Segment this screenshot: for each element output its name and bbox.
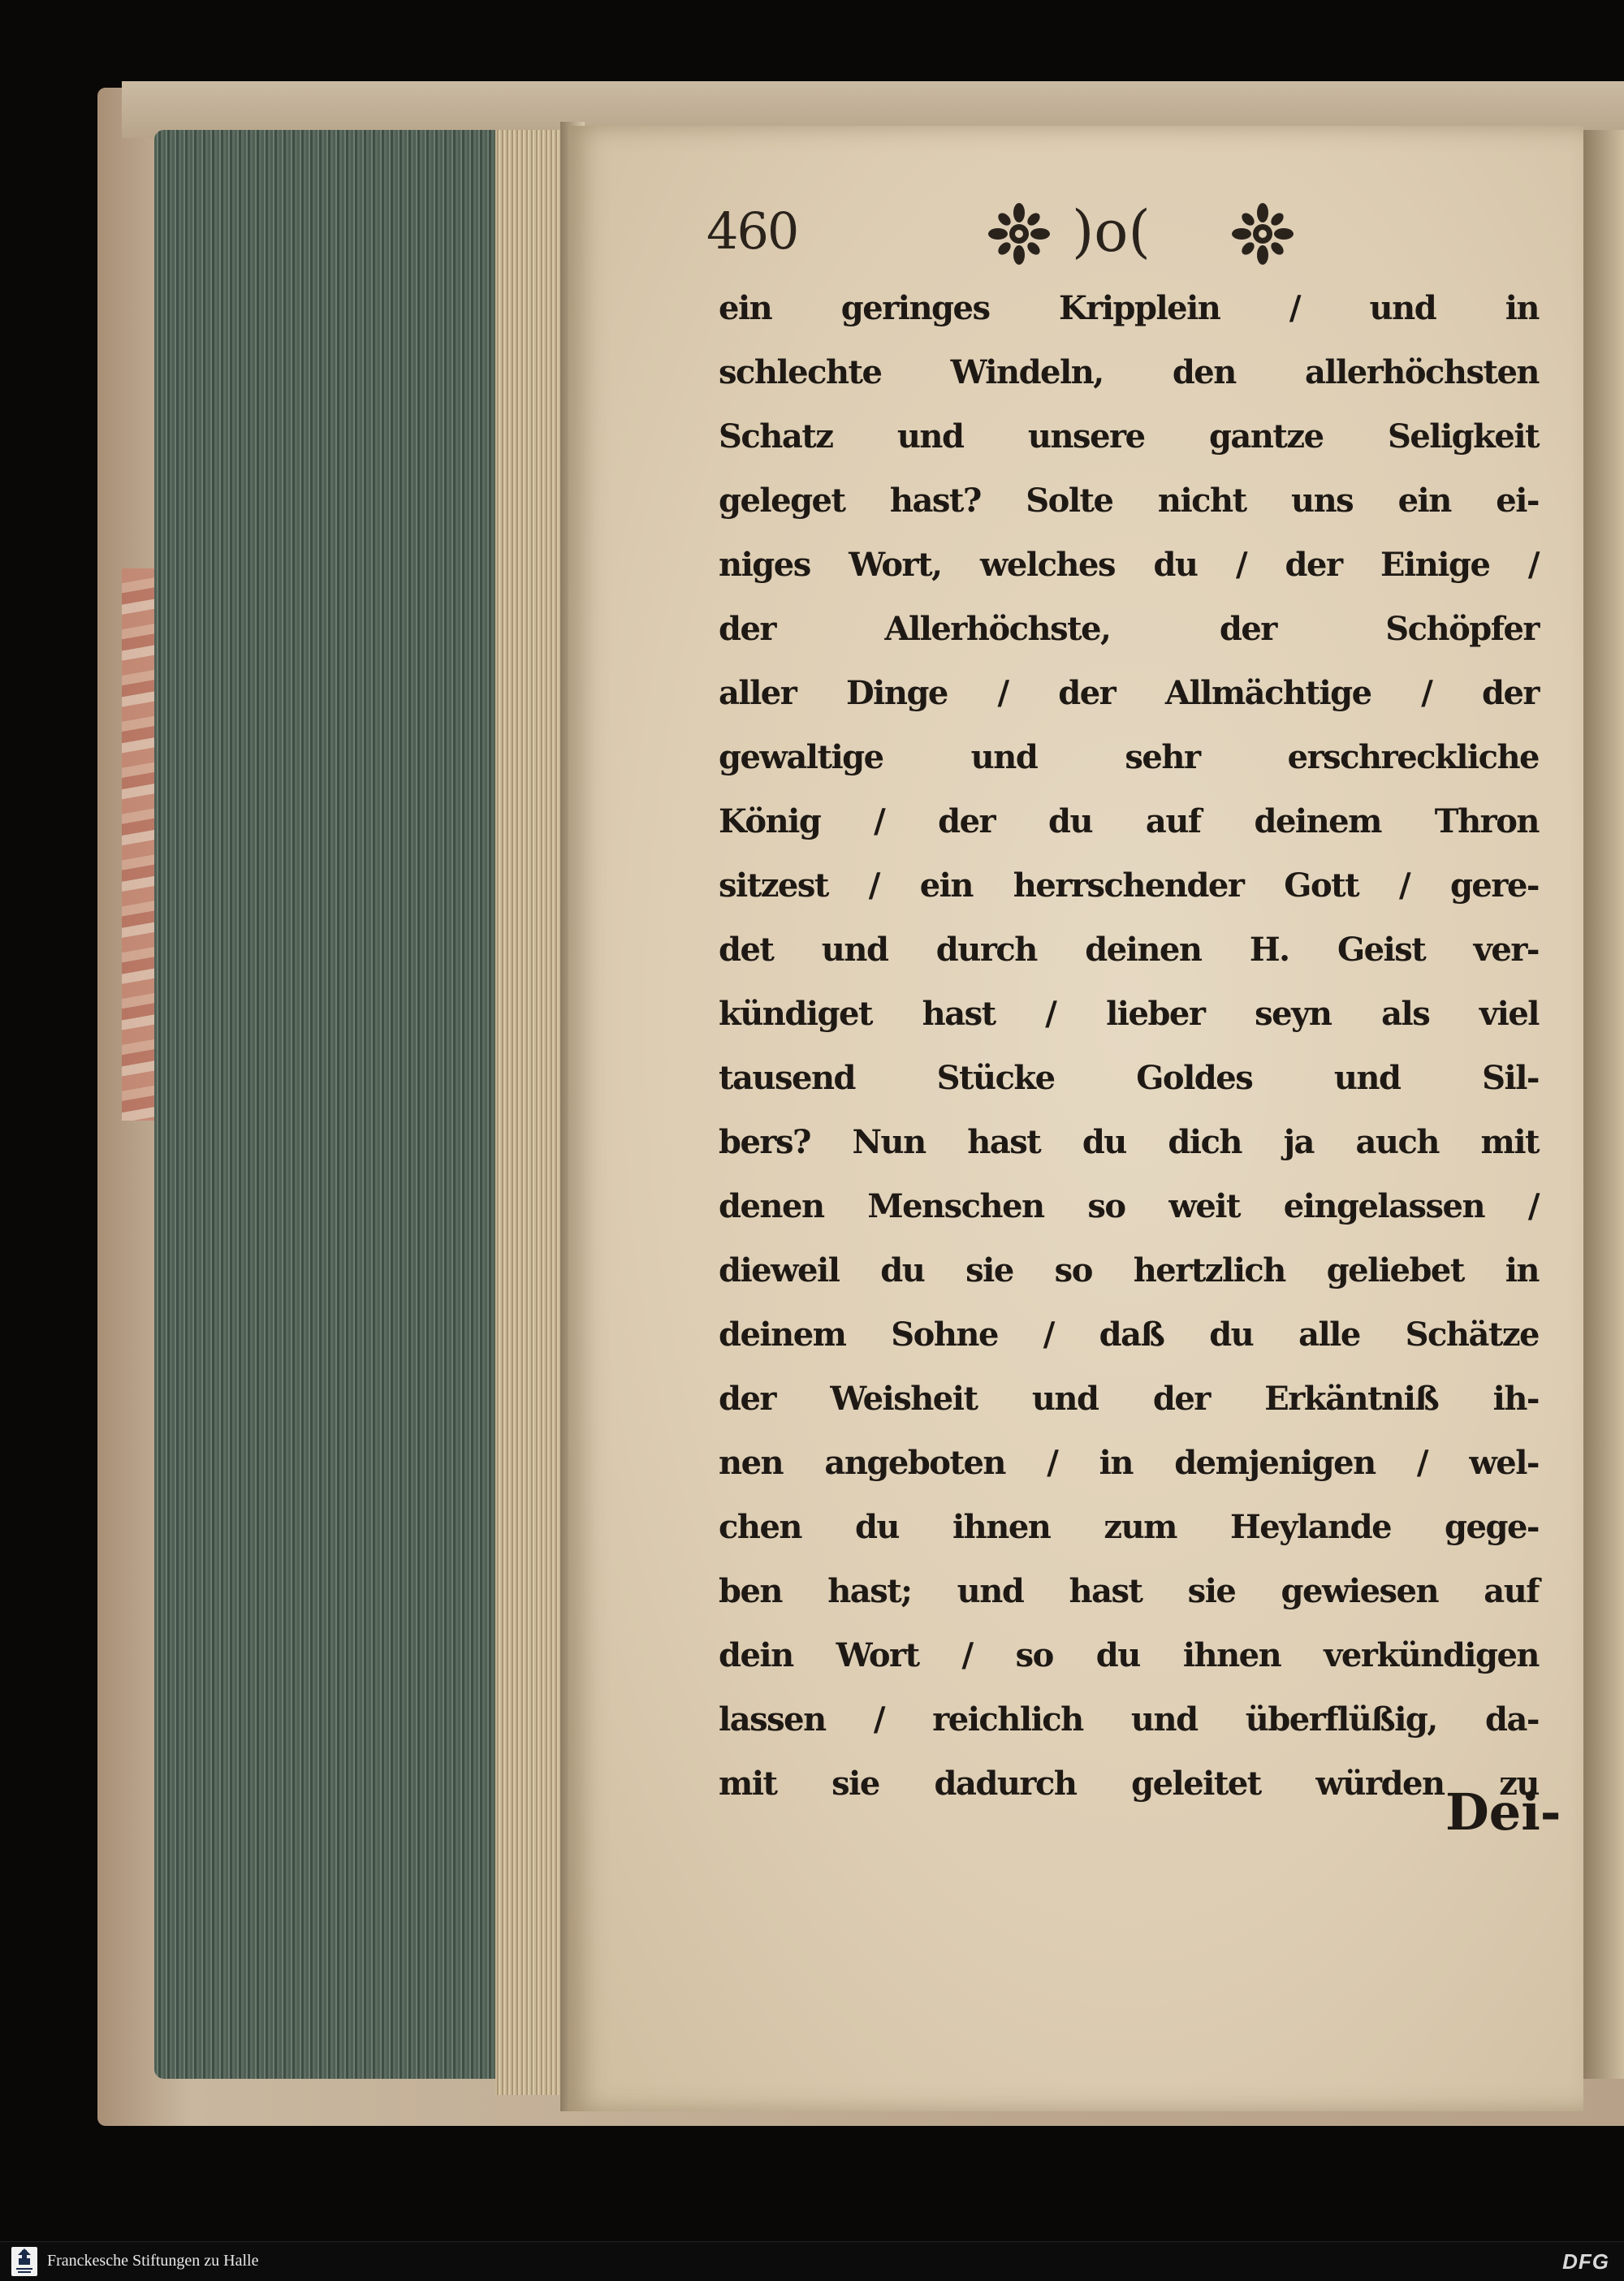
text-line: ben hast; und hast sie gewiesen auf [719, 1572, 1539, 1610]
text-line: nen angeboten / in demjenigen / wel- [719, 1444, 1539, 1482]
text-line: denen Menschen so weit eingelassen / [719, 1187, 1539, 1225]
institution-name[interactable]: Franckesche Stiftungen zu Halle [47, 2252, 259, 2270]
text-line: König / der du auf deinem Thron [719, 802, 1539, 840]
right-flower-ornament-icon [1226, 201, 1299, 266]
text-line: dein Wort / so du ihnen verkündigen [719, 1636, 1539, 1674]
page-number: 460 [706, 201, 798, 261]
text-line: sitzest / ein herrschender Gott / gere- [719, 866, 1539, 905]
text-line: schlechte Windeln, den allerhöchsten [719, 353, 1539, 391]
text-line: niges Wort, welches du / der Einige / [719, 546, 1539, 584]
text-line: kündiget hast / lieber seyn als viel [719, 995, 1539, 1033]
text-line: chen du ihnen zum Heylande gege- [719, 1508, 1539, 1546]
text-line: mit sie dadurch geleitet würden zu [719, 1765, 1539, 1803]
catchword: Dei- [1445, 1782, 1561, 1842]
text-line: geleget hast? Solte nicht uns ein ei- [719, 482, 1539, 520]
text-line: dieweil du sie so hertzlich geliebet in [719, 1251, 1539, 1290]
text-line: aller Dinge / der Allmächtige / der [719, 674, 1539, 712]
text-line: bers? Nun hast du dich ja auch mit [719, 1123, 1539, 1161]
header-ornament-text: )o( [1072, 198, 1151, 265]
facing-page-edge [1583, 130, 1624, 2079]
text-line: deinem Sohne / daß du alle Schätze [719, 1315, 1539, 1354]
text-block-fore-edge [154, 130, 536, 2079]
running-header [706, 187, 1527, 276]
text-line: gewaltige und sehr erschreckliche [719, 738, 1539, 776]
francke-foundation-logo-icon[interactable] [11, 2247, 37, 2276]
header-ornament [983, 195, 1324, 268]
footer-bar [0, 2241, 1624, 2281]
dfg-logo[interactable]: DFG [1562, 2249, 1609, 2274]
page-body-text [719, 276, 1539, 1816]
text-line: det und durch deinen H. Geist ver- [719, 931, 1539, 969]
text-line: der Allerhöchste, der Schöpfer [719, 610, 1539, 648]
page-edges [495, 130, 568, 2095]
text-line: Schatz und unsere gantze Seligkeit [719, 417, 1539, 456]
text-line: der Weisheit und der Erkäntniß ih- [719, 1380, 1539, 1418]
text-line: lassen / reichlich und überflüßig, da- [719, 1700, 1539, 1739]
text-line: ein geringes Kripplein / und in [719, 289, 1539, 327]
left-flower-ornament-icon [983, 201, 1056, 266]
text-line: tausend Stücke Goldes und Sil- [719, 1059, 1539, 1097]
